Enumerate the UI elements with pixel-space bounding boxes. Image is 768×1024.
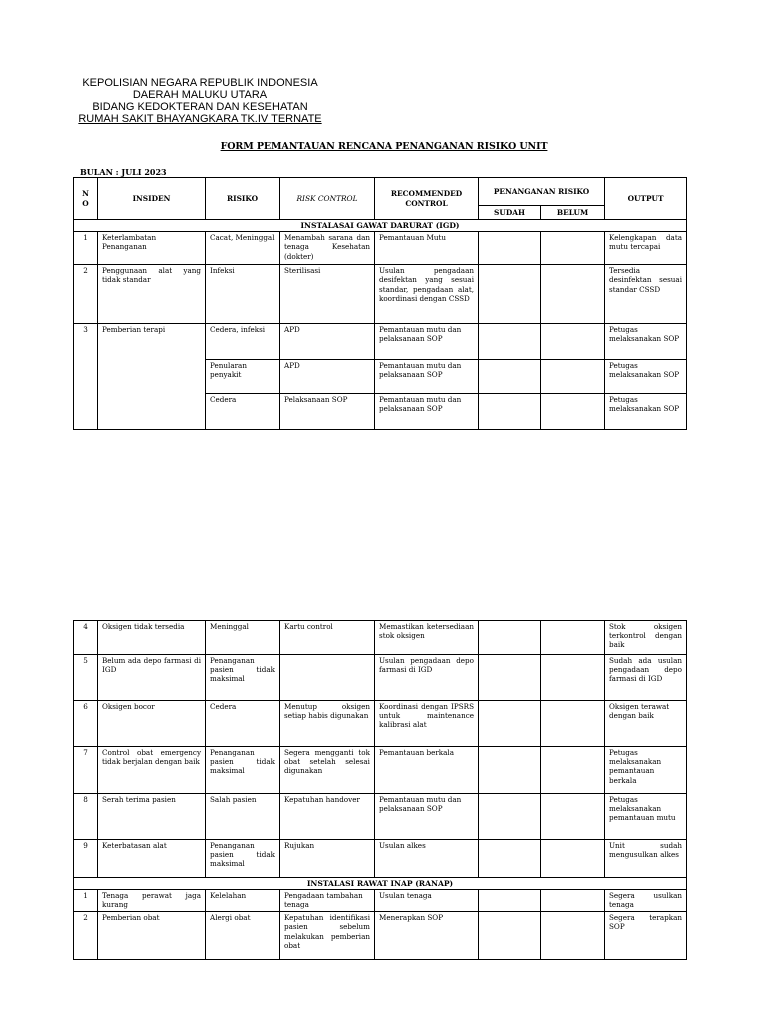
cell-output: Petugas melaksanakan pemantauan berkala [605, 747, 687, 794]
cell-belum [541, 794, 605, 840]
section-igd: INSTALASAI GAWAT DARURAT (IGD) [74, 220, 687, 232]
cell-sudah [479, 794, 541, 840]
cell-risk-control [280, 655, 375, 701]
table-row [74, 794, 687, 840]
cell-risiko: Salah pasien [206, 794, 280, 840]
cell-recommended: Pemantauan berkala [375, 747, 479, 794]
cell-no: 1 [74, 890, 98, 912]
cell-sudah [479, 360, 541, 394]
cell-insiden: Pemberian terapi [98, 324, 206, 430]
cell-belum [541, 360, 605, 394]
cell-no: 4 [74, 621, 98, 655]
cell-output: Segera usulkan tenaga [605, 890, 687, 912]
col-risk-control: RISK CONTROL [280, 178, 375, 220]
cell-belum [541, 232, 605, 265]
cell-recommended: Usulan tenaga [375, 890, 479, 912]
cell-no: 3 [74, 324, 98, 430]
cell-output: Tersedia desinfektan sesuai standar CSSD [605, 265, 687, 324]
cell-sudah [479, 840, 541, 878]
cell-output: Segera terapkan SOP [605, 912, 687, 960]
cell-risiko: Penanganan pasien tidak maksimal [206, 655, 280, 701]
cell-belum [541, 655, 605, 701]
cell-no: 5 [74, 655, 98, 701]
cell-output: Petugas melaksanakan SOP [605, 394, 687, 430]
cell-recommended: Usulan pengadaan depo farmasi di IGD [375, 655, 479, 701]
bulan-label: BULAN : JULI 2023 [80, 167, 167, 177]
cell-risk-control: Sterilisasi [280, 265, 375, 324]
col-insiden: INSIDEN [98, 178, 206, 220]
cell-no: 2 [74, 265, 98, 324]
cell-risiko: Cedera [206, 394, 280, 430]
cell-belum [541, 747, 605, 794]
letterhead-line-2: DAERAH MALUKU UTARA [132, 89, 268, 101]
cell-output: Stok oksigen terkontrol dengan baik [605, 621, 687, 655]
cell-recommended: Pemantauan mutu dan pelaksanaan SOP [375, 360, 479, 394]
cell-risk-control: Rujukan [280, 840, 375, 878]
cell-recommended: Menerapkan SOP [375, 912, 479, 960]
cell-no: 1 [74, 232, 98, 265]
cell-output: Petugas melaksanakan SOP [605, 360, 687, 394]
cell-risk-control: Kartu control [280, 621, 375, 655]
col-no: N O [74, 178, 98, 220]
cell-belum [541, 394, 605, 430]
risk-table-part-2 [73, 620, 687, 960]
cell-belum [541, 912, 605, 960]
cell-sudah [479, 324, 541, 360]
cell-sudah [479, 394, 541, 430]
cell-insiden: Oksigen bocor [98, 701, 206, 747]
cell-sudah [479, 912, 541, 960]
cell-risk-control: Kepatuhan identifikasi pasien sebelum melakukan pemberian obat [280, 912, 375, 960]
col-risiko: RISIKO [206, 178, 280, 220]
cell-recommended: Koordinasi dengan IPSRS untuk maintenance kalibrasi alat [375, 701, 479, 747]
cell-risk-control: Menambah sarana dan tenaga Kesehatan (dokter) [280, 232, 375, 265]
cell-risiko: Cedera, infeksi [206, 324, 280, 360]
cell-risiko: Infeksi [206, 265, 280, 324]
cell-risk-control: Kepatuhan handover [280, 794, 375, 840]
cell-sudah [479, 655, 541, 701]
cell-no: 2 [74, 912, 98, 960]
table-row [74, 747, 687, 794]
cell-recommended: Pemantauan mutu dan pelaksanaan SOP [375, 394, 479, 430]
cell-sudah [479, 265, 541, 324]
cell-output: Sudah ada usulan pengadaan depo farmasi di IGD [605, 655, 687, 701]
cell-risk-control: Pengadaan tambahan tenaga [280, 890, 375, 912]
cell-belum [541, 890, 605, 912]
cell-output: Unit sudah mengusulkan alkes [605, 840, 687, 878]
cell-insiden: Tenaga perawat jaga kurang [98, 890, 206, 912]
cell-risk-control: APD [280, 360, 375, 394]
cell-no: 8 [74, 794, 98, 840]
table-row [74, 655, 687, 701]
cell-sudah [479, 621, 541, 655]
table-row [74, 232, 687, 265]
cell-belum [541, 621, 605, 655]
cell-recommended: Pemantauan mutu dan pelaksanaan SOP [375, 794, 479, 840]
letterhead [0, 77, 400, 125]
cell-insiden: Control obat emergency tidak berjalan dengan baik [98, 747, 206, 794]
cell-risk-control: Menutup oksigen setiap habis digunakan [280, 701, 375, 747]
cell-output: Petugas melaksanakan pemantauan mutu [605, 794, 687, 840]
table-row [74, 324, 687, 360]
table-row [74, 890, 687, 912]
cell-belum [541, 265, 605, 324]
cell-risiko: Cedera [206, 701, 280, 747]
cell-recommended: Memastikan ketersediaan stok oksigen [375, 621, 479, 655]
cell-risk-control: APD [280, 324, 375, 360]
cell-recommended: Pemantauan mutu dan pelaksanaan SOP [375, 324, 479, 360]
cell-recommended: Usulan pengadaan desifektan yang sesuai standar, pengadaan alat, koordinasi dengan CSSD [375, 265, 479, 324]
cell-risiko: Alergi obat [206, 912, 280, 960]
table-row [74, 265, 687, 324]
table-row [74, 840, 687, 878]
col-recommended: RECOMMENDED CONTROL [375, 178, 479, 220]
letterhead-line-3: BIDANG KEDOKTERAN DAN KESEHATAN [92, 101, 308, 113]
cell-risiko: Cacat, Meninggal [206, 232, 280, 265]
cell-no: 7 [74, 747, 98, 794]
risk-table-part-1 [73, 177, 687, 430]
cell-sudah [479, 232, 541, 265]
cell-sudah [479, 701, 541, 747]
cell-sudah [479, 890, 541, 912]
table-row [74, 621, 687, 655]
col-penanganan: PENANGANAN RISIKO [479, 178, 605, 206]
cell-belum [541, 840, 605, 878]
cell-risk-control: Pelaksanaan SOP [280, 394, 375, 430]
col-belum: BELUM [541, 206, 605, 220]
cell-insiden: Penggunaan alat yang tidak standar [98, 265, 206, 324]
letterhead-line-4: RUMAH SAKIT BHAYANGKARA TK.IV TERNATE [78, 113, 322, 125]
cell-insiden: Serah terima pasien [98, 794, 206, 840]
cell-risk-control: Segera mengganti tok obat setelah selesai digunakan [280, 747, 375, 794]
cell-insiden: Belum ada depo farmasi di IGD [98, 655, 206, 701]
cell-sudah [479, 747, 541, 794]
cell-insiden: Keterlambatan Penanganan [98, 232, 206, 265]
cell-risiko: Penularan penyakit [206, 360, 280, 394]
cell-risiko: Meninggal [206, 621, 280, 655]
cell-recommended: Pemantauan Mutu [375, 232, 479, 265]
cell-output: Oksigen terawat dengan baik [605, 701, 687, 747]
cell-output: Kelengkapan data mutu tercapai [605, 232, 687, 265]
cell-risiko: Penanganan pasien tidak maksimal [206, 747, 280, 794]
form-title: FORM PEMANTAUAN RENCANA PENANGANAN RISIKO UNIT [220, 141, 548, 152]
cell-insiden: Keterbatasan alat [98, 840, 206, 878]
cell-output: Petugas melaksanakan SOP [605, 324, 687, 360]
cell-no: 6 [74, 701, 98, 747]
cell-risiko: Penanganan pasien tidak maksimal [206, 840, 280, 878]
col-sudah: SUDAH [479, 206, 541, 220]
letterhead-line-1: KEPOLISIAN NEGARA REPUBLIK INDONESIA [82, 77, 318, 89]
cell-belum [541, 701, 605, 747]
cell-recommended: Usulan alkes [375, 840, 479, 878]
table-row [74, 701, 687, 747]
table-row [74, 912, 687, 960]
section-ranap: INSTALASI RAWAT INAP (RANAP) [74, 878, 687, 890]
col-output: OUTPUT [605, 178, 687, 220]
cell-insiden: Oksigen tidak tersedia [98, 621, 206, 655]
cell-risiko: Kelelahan [206, 890, 280, 912]
cell-insiden: Pemberian obat [98, 912, 206, 960]
cell-no: 9 [74, 840, 98, 878]
cell-belum [541, 324, 605, 360]
